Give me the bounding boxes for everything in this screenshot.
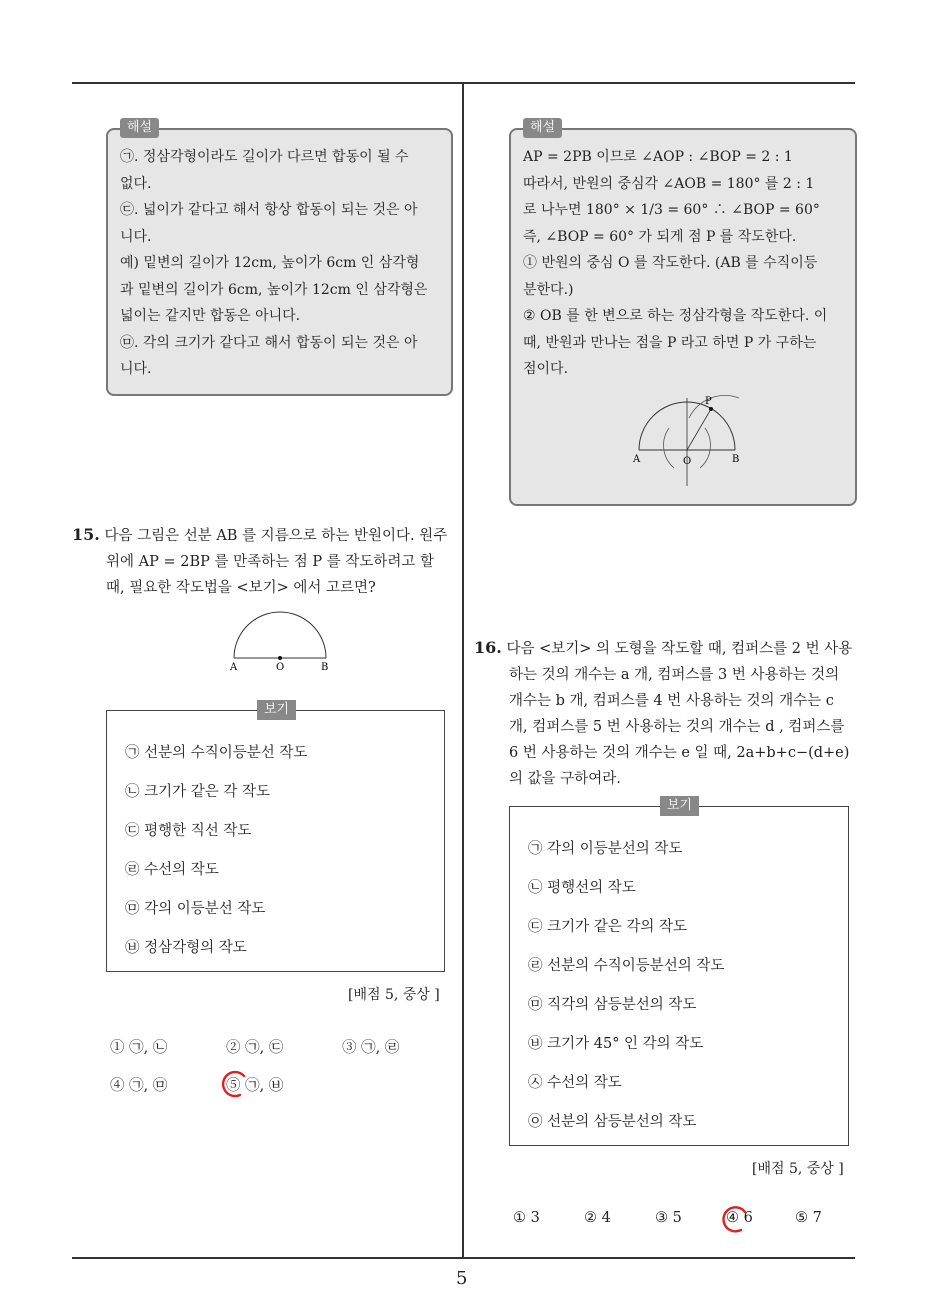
question-text: 하는 것의 개수는 a 개, 컴퍼스를 3 번 사용하는 것의 (509, 667, 840, 683)
column-divider (462, 83, 464, 1258)
choice-3[interactable]: ③ 5 (655, 1210, 682, 1226)
solution-line: 니다. (120, 361, 152, 377)
score-label: [배점 5, 중상 ] (752, 1161, 844, 1177)
choice-5[interactable]: ⑤ 7 (795, 1210, 822, 1226)
question-text: 위에 AP = 2BP 를 만족하는 점 P 를 작도하려고 할 (106, 554, 434, 570)
bogi-item: ㉥ 정삼각형의 작도 (125, 940, 247, 956)
bottom-rule (72, 1257, 855, 1259)
choice-4[interactable]: ④ 6 (726, 1210, 753, 1226)
choice-2[interactable]: ② ㉠, ㉢ (226, 1040, 284, 1056)
bogi-item: ㉡ 평행선의 작도 (528, 880, 636, 896)
question-text: 개, 컴퍼스를 5 번 사용하는 것의 개수는 d , 컴퍼스를 (509, 719, 845, 735)
solution-line: ㉤. 각의 크기가 같다고 해서 합동이 되는 것은 아 (120, 334, 418, 351)
bogi-item: ㉠ 각의 이등분선의 작도 (528, 841, 683, 857)
bogi-item: ㉤ 각의 이등분선 작도 (125, 901, 266, 917)
solution-line: ㉢. 넓이가 같다고 해서 항상 합동이 되는 것은 아 (120, 202, 418, 218)
question-15 (72, 522, 458, 601)
choice-2[interactable]: ② 4 (584, 1210, 611, 1226)
question-number: 16. (474, 638, 502, 657)
solution-line: 로 나누면 180° × 1/3 = 60° ∴ ∠BOP = 60° (523, 202, 820, 218)
bogi-item: ㉢ 크기가 같은 각의 작도 (528, 919, 687, 935)
question-text: 때, 필요한 작도법을 <보기> 에서 고르면? (106, 580, 376, 596)
choice-1[interactable]: ① 3 (513, 1210, 540, 1226)
solution-line: 분한다.) (523, 281, 574, 298)
question-number: 15. (72, 525, 100, 544)
solution-tag: 해설 (120, 118, 159, 138)
question-text: 다음 <보기> 의 도형을 작도할 때, 컴퍼스를 2 번 사용 (506, 641, 853, 657)
bogi-item: ㉣ 선분의 수직이등분선의 작도 (528, 958, 725, 974)
solution-line: 예) 밑변의 길이가 12cm, 높이가 6cm 인 삼각형 (120, 255, 420, 271)
construction-figure (629, 388, 749, 488)
solution-line: AP = 2PB 이므로 ∠AOP : ∠BOP = 2 : 1 (523, 149, 793, 165)
bogi-item: ㉠ 선분의 수직이등분선 작도 (125, 745, 308, 761)
bogi-item: ㉣ 수선의 작도 (125, 862, 219, 878)
answer-mark-circle (718, 1203, 750, 1235)
bogi-item: ㉧ 선분의 삼등분선의 작도 (528, 1114, 697, 1130)
figure-label: O (276, 662, 285, 672)
solution-line: 따라서, 반원의 중심각 ∠AOB = 180° 를 2 : 1 (523, 175, 815, 192)
solution-line: 즉, ∠BOP = 60° 가 되게 점 P 를 작도한다. (523, 228, 797, 245)
semicircle-figure (224, 608, 336, 672)
solution-line: ① 반원의 중심 O 를 작도한다. (AB 를 수직이등 (523, 255, 818, 271)
choice-4[interactable]: ④ ㉠, ㉤ (110, 1078, 168, 1094)
solution-line: 때, 반원과 만나는 점을 P 라고 하면 P 가 구하는 (523, 334, 817, 351)
figure-label: B (321, 662, 329, 672)
left-solution-box (106, 120, 453, 396)
figure-label: A (633, 454, 641, 465)
bogi-item: ㉤ 직각의 삼등분선의 작도 (528, 997, 697, 1013)
solution-line: 넓이는 같지만 합동은 아니다. (120, 308, 301, 324)
figure-label: P (705, 396, 712, 407)
solution-line: ② OB 를 한 변으로 하는 정삼각형을 작도한다. 이 (523, 308, 828, 324)
choice-1[interactable]: ① ㉠, ㉡ (110, 1040, 168, 1056)
right-solution-box (509, 120, 857, 506)
bogi-tag: 보기 (660, 796, 699, 816)
solution-line: 없다. (120, 175, 152, 192)
choice-5[interactable]: ⑤ ㉠, ㉥ (226, 1078, 284, 1094)
score-label: [배점 5, 중상 ] (348, 987, 440, 1003)
figure-label: A (230, 662, 238, 672)
answer-mark-circle (218, 1068, 250, 1100)
solution-line: 점이다. (523, 361, 569, 377)
page-number: 5 (456, 1268, 468, 1289)
bogi-tag: 보기 (257, 700, 296, 720)
bogi-box-15 (106, 702, 445, 972)
top-rule (72, 82, 855, 84)
figure-label: O (683, 456, 692, 467)
solution-line: ㉠. 정삼각형이라도 길이가 다르면 합동이 될 수 (120, 149, 409, 165)
solution-line: 과 밑변의 길이가 6cm, 높이가 12cm 인 삼각형은 (120, 281, 428, 298)
solution-line: 니다. (120, 228, 152, 245)
question-text: 의 값을 구하여라. (509, 771, 621, 787)
bogi-box-16 (509, 798, 849, 1146)
figure-label: B (732, 454, 740, 465)
bogi-item: ㉦ 수선의 작도 (528, 1075, 622, 1091)
question-16 (474, 635, 864, 792)
bogi-item: ㉡ 크기가 같은 각 작도 (125, 784, 270, 800)
bogi-item: ㉥ 크기가 45° 인 각의 작도 (528, 1036, 704, 1052)
question-text: 다음 그림은 선분 AB 를 지름으로 하는 반원이다. 원주 (104, 528, 448, 544)
choice-3[interactable]: ③ ㉠, ㉣ (342, 1040, 400, 1056)
solution-tag: 해설 (523, 118, 562, 138)
bogi-item: ㉢ 평행한 직선 작도 (125, 823, 252, 839)
question-text: 개수는 b 개, 컴퍼스를 4 번 사용하는 것의 개수는 c (509, 693, 834, 709)
question-text: 6 번 사용하는 것의 개수는 e 일 때, 2a+b+c−(d+e) (509, 745, 850, 761)
